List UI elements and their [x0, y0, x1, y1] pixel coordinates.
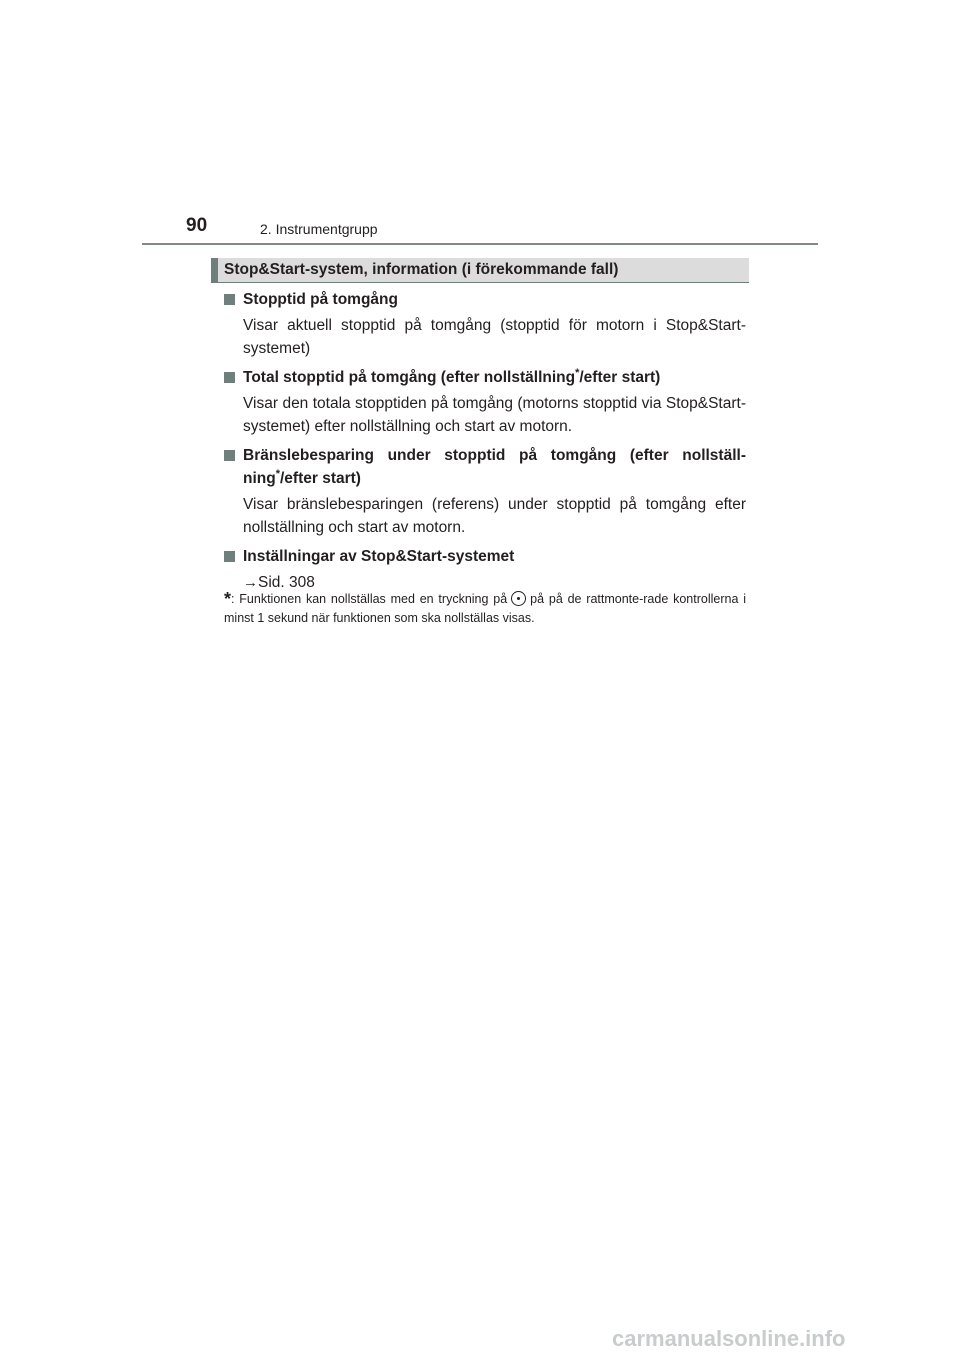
footnote-mark: *: [224, 589, 232, 609]
square-bullet-icon: [224, 551, 235, 562]
section-header-bar: [211, 258, 218, 282]
arrow-right-icon: →: [243, 574, 258, 591]
dial-button-icon: [511, 591, 526, 606]
list-item: [224, 366, 746, 438]
square-bullet-icon: [224, 372, 235, 383]
watermark: carmanualsonline.info: [612, 1326, 846, 1351]
header-rule: [142, 243, 818, 245]
section-title: Stop&Start-system, information (i förekommande fall): [224, 261, 619, 278]
footnote-marker: *: [275, 467, 280, 480]
list-item: [224, 444, 746, 539]
page-reference-link[interactable]: Sid. 308: [258, 574, 315, 591]
section-header: [211, 258, 749, 283]
list-item: [224, 288, 746, 360]
item-description: Visar bränslebesparingen (referens) under stopptid på tomgång efter nollställning och start av motorn.: [243, 496, 746, 536]
item-description: Visar aktuell stopptid på tomgång (stopptid för motorn i Stop&Start-systemet): [243, 317, 746, 357]
footnote-marker: *: [575, 366, 580, 379]
item-title: Stopptid på tomgång: [224, 288, 746, 311]
square-bullet-icon: [224, 450, 235, 461]
list-item: [224, 545, 746, 594]
page-number: 90: [186, 215, 208, 236]
chapter-title: 2. Instrumentgrupp: [260, 221, 378, 237]
item-title: Total stopptid på tomgång (efter nollställning*/efter start): [224, 366, 746, 389]
content: [224, 288, 746, 600]
item-description: Visar den totala stopptiden på tomgång (motorns stopptid via Stop&Start-systemet) efter nollställning och start av motorn.: [243, 395, 746, 435]
square-bullet-icon: [224, 294, 235, 305]
footnote: *: Funktionen kan nollställas med en tryckning på på på de rattmonte-rade kontrollerna i minst 1 sekund när funktionen som ska nollställas visas.: [224, 589, 746, 625]
item-title: Inställningar av Stop&Start-systemet: [224, 545, 746, 568]
item-title: Bränslebesparing under stopptid på tomgång (efter nollställ-ning*/efter start): [224, 444, 746, 490]
